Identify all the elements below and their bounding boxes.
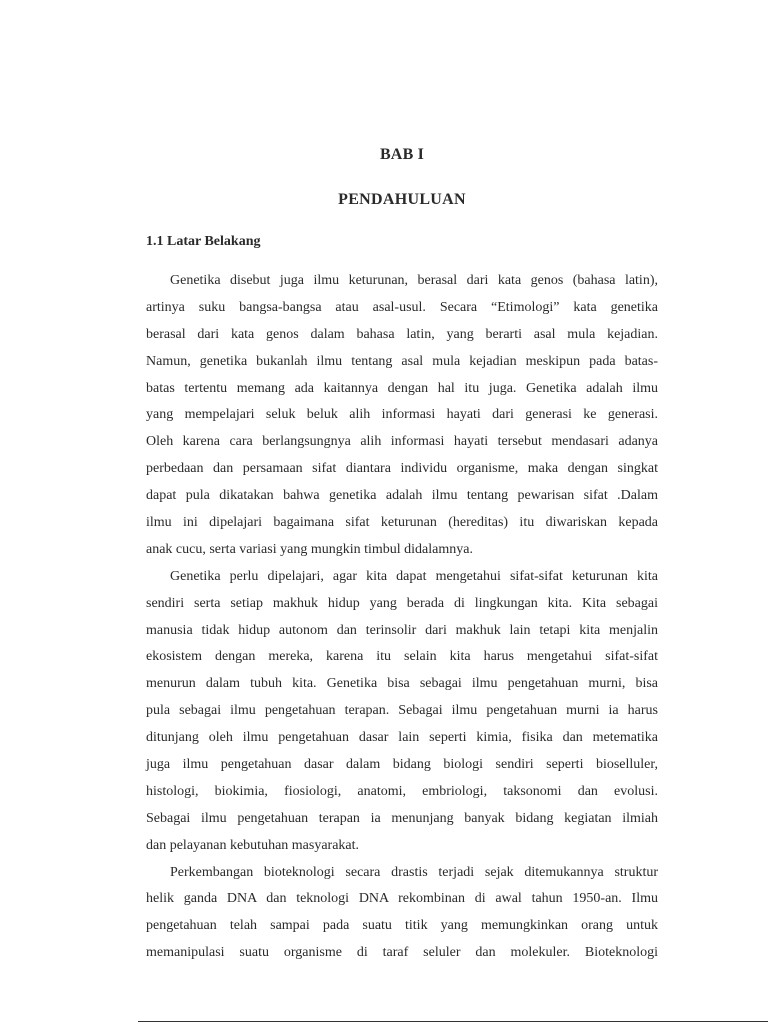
text-line: anak cucu, serta variasi yang mungkin timbul didalamnya. (146, 541, 473, 557)
paragraph-1 (146, 268, 658, 564)
text-line: Genetika disebut juga ilmu keturunan, berasal dari kata genos (bahasa latin), (170, 273, 658, 288)
text-line: berasal dari kata genos dalam bahasa latin, yang berarti asal mula kejadian. (146, 326, 658, 342)
text-line: ilmu ini dipelajari bagaimana sifat keturunan (hereditas) itu diwariskan kepada (146, 515, 658, 531)
text-line: Sebagai ilmu pengetahuan terapan ia menunjang banyak bidang kegiatan ilmiah (146, 810, 658, 826)
text-line: perbedaan dan persamaan sifat diantara individu organisme, maka dengan singkat (146, 461, 658, 477)
text-line: dapat pula dikatakan bahwa genetika adalah ilmu tentang pewarisan sifat .Dalam (146, 488, 658, 504)
chapter-number: BAB I (379, 146, 425, 163)
text-line: Perkembangan bioteknologi secara drastis terjadi sejak ditemukannya struktur (170, 864, 658, 880)
text-line: Genetika perlu dipelajari, agar kita dapat mengetahui sifat-sifat keturunan kita (170, 568, 658, 584)
text-line: histologi, biokimia, fiosiologi, anatomi, embriologi, taksonomi dan evolusi. (146, 783, 658, 799)
text-line: sendiri serta setiap makhuk hidup yang berada di lingkungan kita. Kita sebagai (146, 595, 658, 611)
text-line: ditunjang oleh ilmu pengetahuan dasar lain seperti kimia, fisika dan metematika (146, 730, 658, 746)
section-heading: 1.1 Latar Belakang (146, 234, 261, 249)
text-line: menurun dalam tubuh kita. Genetika bisa sebagai ilmu pengetahuan murni, bisa (146, 676, 658, 692)
text-line: memanipulasi suatu organisme di taraf seluler dan molekuler. Bioteknologi (146, 945, 658, 961)
text-line: juga ilmu pengetahuan dasar dalam bidang biologi sendiri seperti bioselluler, (146, 757, 658, 773)
body-text (146, 268, 658, 967)
text-line: dan pelayanan kebutuhan masyarakat. (146, 837, 360, 853)
text-line: yang mempelajari seluk beluk alih informasi hayati dari generasi ke generasi. (146, 407, 658, 423)
paragraph-2 (146, 564, 658, 860)
paragraph-3 (146, 860, 658, 968)
text-line: Oleh karena cara berlangsungnya alih informasi hayati tersebut mendasari adanya (146, 434, 658, 450)
chapter-title: PENDAHULUAN (338, 191, 466, 208)
text-line: pengetahuan telah sampai pada suatu titik yang memungkinkan orang untuk (146, 918, 658, 934)
text-line: Namun, genetika bukanlah ilmu tentang asal mula kejadian meskipun pada batas- (146, 353, 658, 369)
page-bottom-rule (138, 1021, 768, 1022)
text-line: helik ganda DNA dan teknologi DNA rekombinan di awal tahun 1950-an. Ilmu (146, 891, 658, 907)
text-line: batas tertentu memang ada kaitannya dengan hal itu juga. Genetika adalah ilmu (146, 380, 658, 396)
text-line: artinya suku bangsa-bangsa atau asal-usul. Secara “Etimologi” kata genetika (146, 299, 658, 315)
text-line: pula sebagai ilmu pengetahuan terapan. Sebagai ilmu pengetahuan murni ia harus (146, 703, 658, 719)
text-line: manusia tidak hidup autonom dan terinsolir dari makhuk lain tetapi kita menjalin (146, 622, 658, 638)
text-line: ekosistem dengan mereka, karena itu selain kita harus mengetahui sifat-sifat (146, 649, 658, 665)
